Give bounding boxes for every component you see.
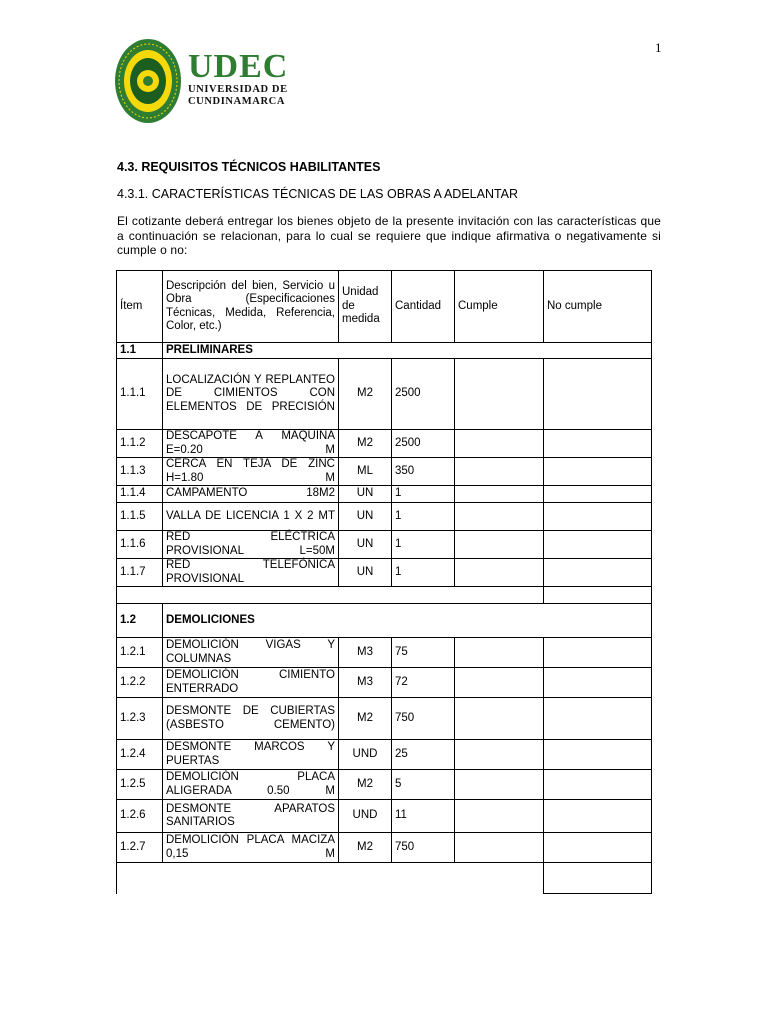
unit-cell: UN xyxy=(339,559,392,587)
complies-cell xyxy=(455,559,544,587)
header-description: Descripción del bien, Servicio u Obra (Especificaciones Técnicas, Medida, Referencia, Color, etc.) xyxy=(163,271,339,343)
description-cell: VALLA DE LICENCIA 1 X 2 MT xyxy=(163,503,339,531)
quantity-cell: 750 xyxy=(392,698,455,740)
quantity-cell: 2500 xyxy=(392,359,455,430)
header-not-complies: No cumple xyxy=(544,271,652,343)
not-complies-cell xyxy=(544,359,652,430)
unit-cell: M2 xyxy=(339,698,392,740)
complies-cell xyxy=(455,770,544,800)
unit-cell: UN xyxy=(339,531,392,559)
udec-logo xyxy=(114,36,314,126)
complies-cell xyxy=(455,638,544,668)
item-cell: 1.2.4 xyxy=(117,740,163,770)
item-cell: 1.1.6 xyxy=(117,531,163,559)
not-complies-cell xyxy=(544,740,652,770)
table-row xyxy=(117,503,652,531)
complies-cell xyxy=(455,740,544,770)
complies-cell xyxy=(455,833,544,863)
table-row xyxy=(117,698,652,740)
description-cell: DEMOLICIÓN PLACA MACIZA 0,15 M xyxy=(163,833,339,863)
header-unit: Unidad de medida xyxy=(339,271,392,343)
section-row xyxy=(117,604,652,638)
section-title: 4.3. REQUISITOS TÉCNICOS HABILITANTES xyxy=(117,160,381,174)
item-cell: 1.1.2 xyxy=(117,430,163,458)
spacer-row xyxy=(117,587,652,604)
quantity-cell: 75 xyxy=(392,638,455,668)
description-cell: RED TELEFÓNICA PROVISIONAL xyxy=(163,559,339,587)
complies-cell xyxy=(455,430,544,458)
quantity-cell: 11 xyxy=(392,800,455,833)
unit-cell: UND xyxy=(339,800,392,833)
complies-cell xyxy=(455,359,544,430)
complies-cell xyxy=(455,531,544,559)
not-complies-cell xyxy=(544,458,652,486)
table-row xyxy=(117,770,652,800)
table-row xyxy=(117,800,652,833)
section-item: 1.2 xyxy=(117,604,163,638)
not-complies-cell xyxy=(544,833,652,863)
complies-cell xyxy=(455,458,544,486)
item-cell: 1.2.3 xyxy=(117,698,163,740)
unit-cell: UN xyxy=(339,503,392,531)
description-cell: DESMONTE APARATOS SANITARIOS xyxy=(163,800,339,833)
table-row xyxy=(117,668,652,698)
item-cell: 1.1.7 xyxy=(117,559,163,587)
section-title-cell: PRELIMINARES xyxy=(163,343,652,359)
table-row xyxy=(117,486,652,503)
unit-cell: M2 xyxy=(339,833,392,863)
table-row xyxy=(117,531,652,559)
quantity-cell: 1 xyxy=(392,503,455,531)
unit-cell: UN xyxy=(339,486,392,503)
item-cell: 1.2.2 xyxy=(117,668,163,698)
section-item: 1.1 xyxy=(117,343,163,359)
not-complies-cell xyxy=(544,638,652,668)
unit-cell: ML xyxy=(339,458,392,486)
not-complies-cell xyxy=(544,800,652,833)
unit-cell: M2 xyxy=(339,430,392,458)
table-row xyxy=(117,430,652,458)
table-row xyxy=(117,458,652,486)
table-row xyxy=(117,359,652,430)
brand-name: UDEC xyxy=(188,48,289,85)
not-complies-cell xyxy=(544,770,652,800)
header-quantity: Cantidad xyxy=(392,271,455,343)
item-cell: 1.2.5 xyxy=(117,770,163,800)
unit-cell: M2 xyxy=(339,359,392,430)
quantity-cell: 750 xyxy=(392,833,455,863)
spacer-row xyxy=(117,863,652,894)
description-cell: DESCAPOTE A MAQUINA E=0.20 M xyxy=(163,430,339,458)
table-header-row xyxy=(117,271,652,343)
quantity-cell: 72 xyxy=(392,668,455,698)
page-number: 1 xyxy=(655,40,662,55)
requirements-table xyxy=(116,270,652,894)
description-cell: DEMOLICIÓN VIGAS Y COLUMNAS xyxy=(163,638,339,668)
description-cell: LOCALIZACIÓN Y REPLANTEO DE CIMIENTOS CON ELEMENTOS DE PRECISIÓN xyxy=(163,359,339,430)
table-row xyxy=(117,559,652,587)
quantity-cell: 2500 xyxy=(392,430,455,458)
not-complies-cell xyxy=(544,503,652,531)
complies-cell xyxy=(455,800,544,833)
item-cell: 1.1.5 xyxy=(117,503,163,531)
not-complies-cell xyxy=(544,668,652,698)
description-cell: CAMPAMENTO 18M2 xyxy=(163,486,339,503)
item-cell: 1.1.1 xyxy=(117,359,163,430)
not-complies-cell xyxy=(544,531,652,559)
quantity-cell: 350 xyxy=(392,458,455,486)
quantity-cell: 1 xyxy=(392,531,455,559)
quantity-cell: 1 xyxy=(392,486,455,503)
item-cell: 1.1.3 xyxy=(117,458,163,486)
table-row xyxy=(117,740,652,770)
unit-cell: M2 xyxy=(339,770,392,800)
section-title-cell: DEMOLICIONES xyxy=(163,604,652,638)
complies-cell xyxy=(455,486,544,503)
header-item: Ítem xyxy=(117,271,163,343)
not-complies-cell xyxy=(544,430,652,458)
description-cell: DESMONTE MARCOS Y PUERTAS xyxy=(163,740,339,770)
complies-cell xyxy=(455,698,544,740)
description-cell: DEMOLICIÓN CIMIENTO ENTERRADO xyxy=(163,668,339,698)
complies-cell xyxy=(455,668,544,698)
not-complies-cell xyxy=(544,559,652,587)
quantity-cell: 5 xyxy=(392,770,455,800)
item-cell: 1.1.4 xyxy=(117,486,163,503)
not-complies-cell xyxy=(544,698,652,740)
subsection-title: 4.3.1. CARACTERÍSTICAS TÉCNICAS DE LAS OBRAS A ADELANTAR xyxy=(117,187,519,201)
brand-line-2: CUNDINAMARCA xyxy=(188,96,286,107)
header-complies: Cumple xyxy=(455,271,544,343)
table-row xyxy=(117,833,652,863)
table-row xyxy=(117,638,652,668)
item-cell: 1.2.1 xyxy=(117,638,163,668)
quantity-cell: 25 xyxy=(392,740,455,770)
description-cell: DESMONTE DE CUBIERTAS (ASBESTO CEMENTO) xyxy=(163,698,339,740)
not-complies-cell xyxy=(544,486,652,503)
section-row xyxy=(117,343,652,359)
brand-line-1: UNIVERSIDAD DE xyxy=(188,84,288,95)
description-cell: RED ELÉCTRICA PROVISIONAL L=50M xyxy=(163,531,339,559)
unit-cell: UND xyxy=(339,740,392,770)
description-cell: CERCA EN TEJA DE ZINC H=1.80 M xyxy=(163,458,339,486)
intro-paragraph: El cotizante deberá entregar los bienes objeto de la presente invitación con las características que a continuación se relacionan, para lo cual se requiere que indique afirmativa o negativamente si cumple o no: xyxy=(117,214,661,257)
complies-cell xyxy=(455,503,544,531)
quantity-cell: 1 xyxy=(392,559,455,587)
university-seal-icon xyxy=(114,38,182,124)
unit-cell: M3 xyxy=(339,638,392,668)
description-cell: DEMOLICIÓN PLACA ALIGERADA 0.50 M xyxy=(163,770,339,800)
item-cell: 1.2.7 xyxy=(117,833,163,863)
item-cell: 1.2.6 xyxy=(117,800,163,833)
unit-cell: M3 xyxy=(339,668,392,698)
